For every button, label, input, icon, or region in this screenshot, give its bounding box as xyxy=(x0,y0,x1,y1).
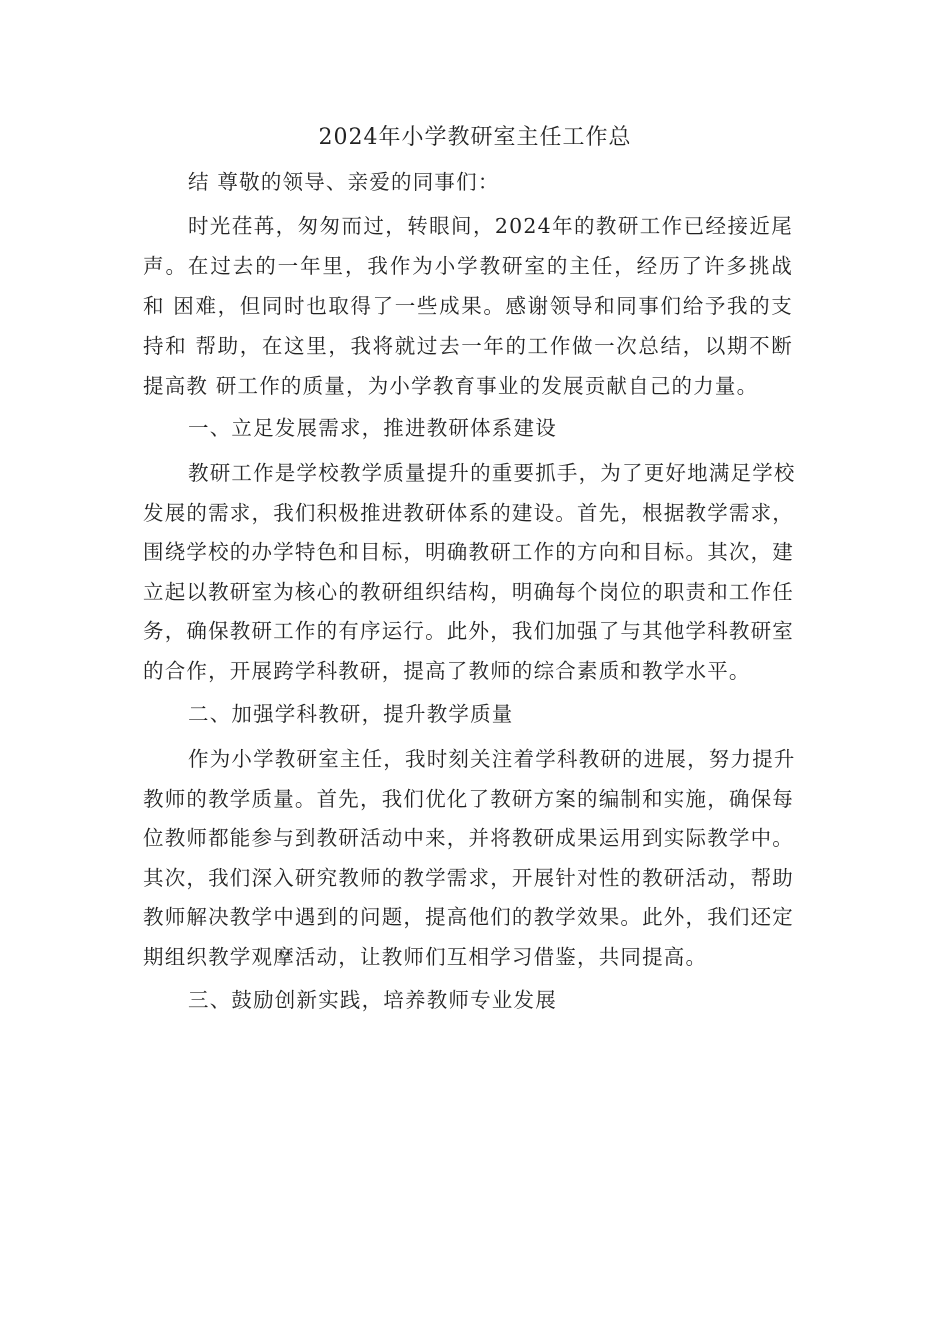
paragraph-line: 位教师都能参与到教研活动中来，并将教研成果运用到实际教学中。 xyxy=(143,826,794,850)
paragraph-line: 教师解决教学中遇到的问题，提高他们的教学效果。此外，我们还定 xyxy=(143,905,794,929)
document-title: 2024年小学教研室主任工作总 xyxy=(318,125,632,150)
paragraph-line: 教研工作是学校教学质量提升的重要抓手，为了更好地满足学校 xyxy=(188,461,796,485)
paragraph-line: 提高教 研工作的质量，为小学教育事业的发展贡献自己的力量。 xyxy=(143,374,759,398)
paragraph-line: 立起以教研室为核心的教研组织结构，明确每个岗位的职责和工作任 xyxy=(143,580,794,604)
paragraph-line: 作为小学教研室主任，我时刻关注着学科教研的进展，努力提升 xyxy=(188,747,796,771)
salutation-line: 结 尊敬的领导、亲爱的同事们： xyxy=(188,170,500,194)
section-heading: 二、加强学科教研，提升教学质量 xyxy=(188,702,514,726)
paragraph-line: 其次，我们深入研究教师的教学需求，开展针对性的教研活动，帮助 xyxy=(143,866,794,890)
paragraph-line: 期组织教学观摩活动，让教师们互相学习借鉴，共同提高。 xyxy=(143,945,708,969)
paragraph-line: 持和 帮助，在这里，我将就过去一年的工作做一次总结，以期不断 xyxy=(143,334,793,358)
paragraph-line: 和 困难，但同时也取得了一些成果。感谢领导和同事们给予我的支 xyxy=(143,294,793,318)
paragraph-line: 的合作，开展跨学科教研，提高了教师的综合素质和教学水平。 xyxy=(143,659,751,683)
paragraph-line: 围绕学校的办学特色和目标，明确教研工作的方向和目标。其次，建 xyxy=(143,540,794,564)
paragraph-line: 声。在过去的一年里，我作为小学教研室的主任，经历了许多挑战 xyxy=(143,254,793,278)
paragraph-line: 时光荏苒，匆匆而过，转眼间，2024年的教研工作已经接近尾 xyxy=(188,214,793,238)
paragraph-line: 发展的需求，我们积极推进教研体系的建设。首先，根据教学需求， xyxy=(143,501,794,525)
paragraph-line: 教师的教学质量。首先，我们优化了教研方案的编制和实施，确保每 xyxy=(143,787,794,811)
section-heading: 一、立足发展需求，推进教研体系建设 xyxy=(188,416,557,440)
section-heading: 三、鼓励创新实践，培养教师专业发展 xyxy=(188,988,557,1012)
paragraph-line: 务，确保教研工作的有序运行。此外，我们加强了与其他学科教研室 xyxy=(143,619,794,643)
